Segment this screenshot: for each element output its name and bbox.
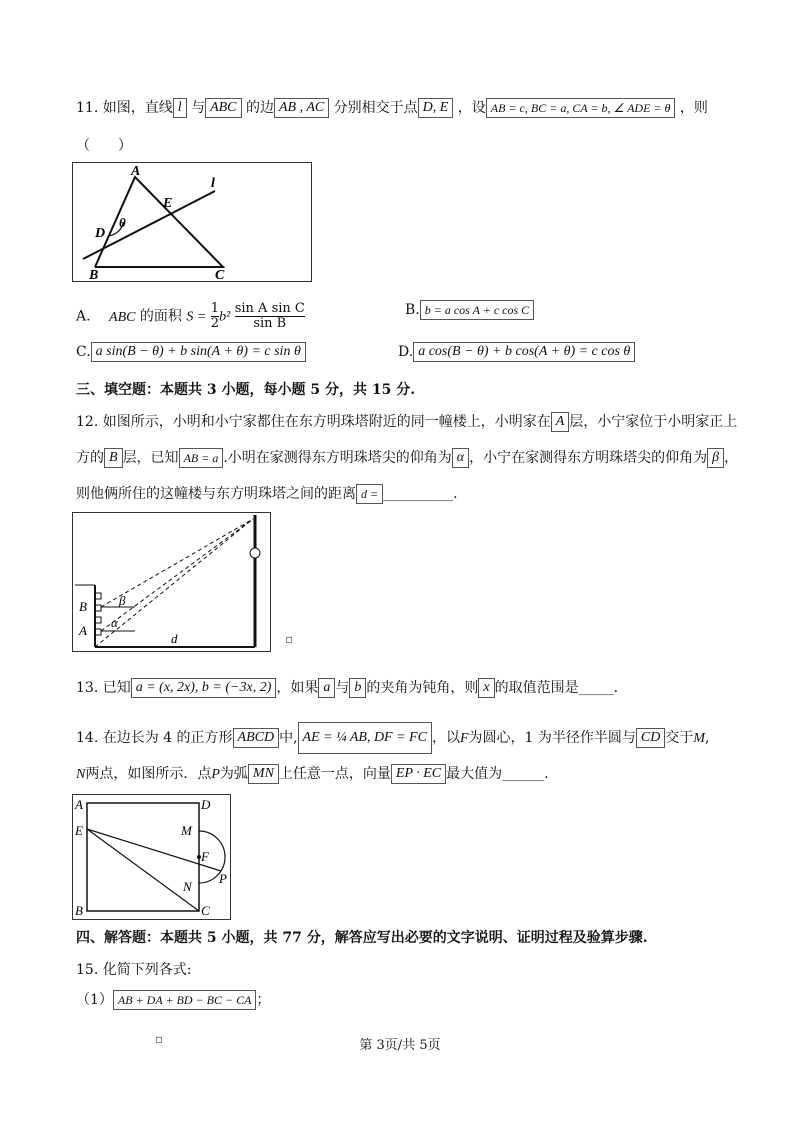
label-D: D — [95, 226, 106, 241]
math-box: a — [318, 678, 335, 698]
q12-figure — [72, 512, 271, 652]
q11-option-a: A. ABC 的面积 S = $\frac{1}{2}$ b² $\frac{\text{sin A sin C}}{\text{sin B}}$ — [76, 301, 305, 331]
q11-option-d: D. a cos(B − θ) + b cos(A + θ) = c cos θ — [398, 342, 635, 362]
label-B: B — [79, 599, 87, 614]
q15-title: 15. 化简下列各式: — [76, 962, 192, 978]
triangle-diagram — [73, 163, 311, 281]
q15-part1: （1） AB + DA + BD − BC − CA ； — [76, 992, 271, 1008]
math-box: AB + DA + BD − BC − CA — [113, 990, 257, 1010]
q11-figure — [72, 162, 312, 282]
label-d: d — [171, 631, 178, 646]
math-box: AB = c, BC = a, CA = b, ∠ ADE = θ — [486, 98, 676, 118]
q12-line3: 则他俩所住的这幢楼与东方明珠塔之间的距离 d = __________. — [76, 486, 458, 502]
small-mark: ▫ — [285, 632, 294, 646]
math-box: α — [452, 448, 469, 468]
square-diagram — [73, 795, 230, 919]
math-box: a sin(B − θ) + b sin(A + θ) = c sin θ — [91, 342, 306, 362]
math-box: D, E — [418, 98, 454, 118]
math-box: a cos(B − θ) + b cos(A + θ) = c cos θ — [413, 342, 635, 362]
q11-option-c: C. a sin(B − θ) + b sin(A + θ) = c sin θ — [76, 342, 306, 362]
math-box: MN — [248, 764, 279, 784]
math-box: B — [104, 448, 123, 468]
small-mark: ▫ — [155, 1032, 164, 1046]
math-box: CD — [636, 728, 665, 748]
tower-diagram — [73, 513, 270, 651]
label-l: l — [211, 176, 215, 191]
math-box: EP · EC — [391, 764, 446, 784]
math-box: AE = ¼ AB, DF = FC — [298, 722, 432, 754]
math-box: AB = a — [179, 448, 224, 468]
label-M: M — [181, 823, 192, 838]
math-box: b = a cos A + c cos C — [420, 300, 534, 320]
section-4-heading: 四、解答题：本题共 5 小题，共 77 分，解答应写出必要的文字说明、证明过程及验算步骤. — [76, 930, 648, 946]
math-box: x — [478, 678, 494, 698]
math-box: l — [173, 98, 187, 118]
label-A: A — [131, 164, 141, 179]
math-box: b — [349, 678, 366, 698]
label-A: A — [79, 623, 87, 638]
math-box: ABCD — [233, 728, 280, 748]
label-E: E — [75, 823, 83, 838]
q14-line1: 14. 在边长为 4 的正方形 ABCD 中, AE = ¼ AB, DF = FC ，以F为圆心，1 为半径作半圆与 CD 交于M, — [76, 722, 709, 754]
label-A: A — [75, 797, 83, 812]
label-beta: β — [119, 593, 126, 608]
label-D: D — [201, 797, 211, 812]
label-E: E — [163, 196, 173, 211]
math-box: a = (x, 2x), b = (−3x, 2) — [131, 678, 277, 698]
q14-line2: N两点，如图所示．点P为弧 MN 上任意一点，向量 EP · EC 最大值为______. — [76, 766, 549, 782]
math-box: A — [551, 412, 570, 432]
label-B: B — [75, 903, 83, 918]
math-box: d = — [356, 484, 383, 504]
label-theta: θ — [119, 215, 126, 230]
q12-line1: 12. 如图所示，小明和小宁家都住在东方明珠塔附近的同一幢楼上，小明家在 A 层，小宁家位于小明家正上 — [76, 414, 738, 430]
label-alpha: α — [111, 615, 118, 630]
page-footer: 第 3页/共 5页 — [359, 1038, 441, 1053]
q14-figure — [72, 794, 231, 920]
label-F: F — [201, 849, 209, 864]
q11-paren: （ ） — [76, 138, 132, 154]
q12-line2: 方的 B 层，已知 AB = a .小明在家测得东方明珠塔尖的仰角为 α ，小宁在家测得东方明珠塔尖的仰角为 β ， — [76, 450, 739, 466]
math-box: ABC — [205, 98, 241, 118]
section-3-heading: 三、填空题：本题共 3 小题，每小题 5 分，共 15 分. — [76, 382, 416, 398]
q13-line: 13. 已知 a = (x, 2x), b = (−3x, 2) ，如果 a 与 b 的夹角为钝角，则 x 的取值范围是_____. — [76, 680, 619, 696]
label-P: P — [219, 871, 227, 886]
q11-option-b: B. b = a cos A + c cos C — [405, 300, 534, 320]
label-N: N — [183, 879, 192, 894]
math-box: AB , AC — [274, 98, 329, 118]
math-box: β — [707, 448, 724, 468]
label-C: C — [215, 268, 225, 281]
q11-line1: 11. 如图，直线 l 与 ABC 的边 AB , AC 分别相交于点 D, E ，设 AB = c, BC = a, CA = b, ∠ ADE = θ ，则 — [76, 100, 708, 116]
label-C: C — [201, 903, 210, 918]
label-B: B — [89, 268, 99, 281]
